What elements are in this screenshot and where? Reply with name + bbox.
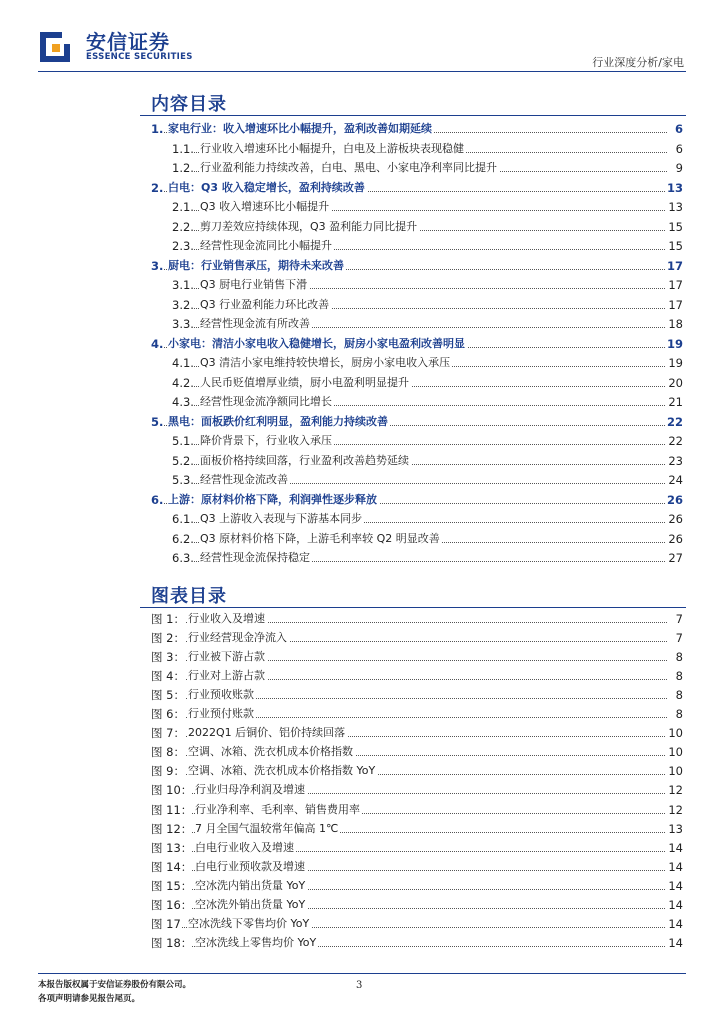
toc-entry[interactable] xyxy=(0,159,724,177)
figure-entry-title: 行业预付账款 xyxy=(188,705,256,723)
figures-title: 图表目录 xyxy=(151,586,227,607)
figure-entry-page: 14 xyxy=(668,916,683,931)
toc-entry-number: 2.3. xyxy=(172,239,194,253)
toc-entry-number: 4.1. xyxy=(172,356,194,370)
figure-entry-title: 空冰洗线上零售均价 YoY xyxy=(195,934,318,952)
toc-entry-title: 人民币贬值增厚业绩，厨小电盈利明显提升 xyxy=(200,374,411,392)
figure-entry-number: 图 5： xyxy=(151,688,185,703)
toc-entry-title: 经营性现金流同比小幅提升 xyxy=(200,237,334,255)
toc-entry-title: 经营性现金流保持稳定 xyxy=(200,549,312,567)
figure-entry-page: 8 xyxy=(675,707,683,722)
figure-entry-page: 14 xyxy=(668,840,683,855)
toc-entry-page: 6 xyxy=(674,122,683,136)
toc-entry-page: 15 xyxy=(668,219,683,234)
figure-entry-page: 7 xyxy=(675,631,683,646)
toc-entry-title: Q3 厨电行业销售下滑 xyxy=(200,276,309,294)
figure-entry-title: 行业对上游占款 xyxy=(188,667,267,685)
toc-entry-page: 6 xyxy=(675,141,683,156)
toc-entry-number: 1.2. xyxy=(172,161,194,175)
toc-entry-page: 21 xyxy=(668,395,683,409)
figure-entry[interactable] xyxy=(0,877,724,895)
figure-entry-title: 行业归母净利润及增速 xyxy=(195,781,307,799)
toc-entry[interactable] xyxy=(0,257,724,275)
toc-entry-title: Q3 上游收入表现与下游基本同步 xyxy=(200,510,364,528)
figure-entry-page: 8 xyxy=(675,688,683,703)
figure-entry[interactable] xyxy=(0,858,724,876)
toc-entry-page: 17 xyxy=(666,258,683,273)
figure-entry-number: 图 4： xyxy=(151,669,185,684)
figure-entry-page: 7 xyxy=(675,612,683,626)
toc-entry-title: 剪刀差效应持续体现，Q3 盈利能力同比提升 xyxy=(200,218,419,236)
toc-entry-title: 小家电：清洁小家电收入稳健增长，厨房小家电盈利改善明显 xyxy=(168,335,467,353)
figure-entry-title: 行业预收账款 xyxy=(188,686,256,704)
figure-entry-title: 空调、冰箱、洗衣机成本价格指数 YoY xyxy=(188,762,377,780)
figure-entry[interactable] xyxy=(0,743,724,761)
figure-entry-number: 图 3： xyxy=(151,650,185,665)
toc-entry-title: 经营性现金流改善 xyxy=(200,471,290,489)
figure-entry[interactable] xyxy=(0,839,724,857)
toc-title-divider xyxy=(140,115,686,116)
figure-entry-number: 图 13： xyxy=(151,840,193,855)
toc-entry-page: 26 xyxy=(666,492,683,507)
document-type: 行业深度分析/家电 xyxy=(592,56,684,69)
toc-entry-title: Q3 行业盈利能力环比改善 xyxy=(200,296,331,314)
figure-entry-number: 图 12： xyxy=(151,821,193,836)
toc-entry[interactable] xyxy=(0,471,724,489)
toc-entry[interactable] xyxy=(0,491,724,509)
figure-entry-number: 图 17 xyxy=(151,916,181,931)
figure-entry[interactable] xyxy=(0,686,724,704)
figure-entry[interactable] xyxy=(0,705,724,723)
toc-entry-number: 1. xyxy=(151,122,164,136)
toc-entry[interactable] xyxy=(0,120,724,138)
toc-entry-number: 2.2. xyxy=(172,219,194,234)
figure-entry-page: 12 xyxy=(668,802,683,817)
figure-entry-page: 14 xyxy=(668,859,683,874)
brand-name-en: ESSENCE SECURITIES xyxy=(86,52,193,62)
figure-entry-title: 行业被下游占款 xyxy=(188,648,267,666)
figure-entry-title: 白电行业预收款及增速 xyxy=(195,858,307,876)
toc-entry-title: Q3 清洁小家电维持较快增长，厨房小家电收入承压 xyxy=(200,354,452,372)
figure-entry[interactable] xyxy=(0,724,724,742)
figure-entry[interactable] xyxy=(0,762,724,780)
figure-entry-number: 图 10： xyxy=(151,783,193,798)
toc-entry-page: 22 xyxy=(668,434,683,448)
footer-disclaimer xyxy=(38,978,191,1006)
figure-entry-title: 空冰洗外销出货量 YoY xyxy=(195,896,307,914)
toc-entry-number: 6.3. xyxy=(172,551,194,565)
toc-entry[interactable] xyxy=(0,354,724,372)
toc-entry[interactable] xyxy=(0,530,724,548)
figure-entry-number: 图 9： xyxy=(151,764,185,779)
figure-entry[interactable] xyxy=(0,915,724,933)
toc-entry-number: 5.2. xyxy=(172,453,194,468)
toc-entry-page: 17 xyxy=(668,278,683,292)
toc-entry-page: 9 xyxy=(675,161,683,175)
toc-entry-page: 24 xyxy=(668,473,683,487)
figure-entry[interactable] xyxy=(0,667,724,685)
toc-entry-number: 5.1. xyxy=(172,434,194,448)
figure-entry[interactable] xyxy=(0,648,724,666)
toc-entry-page: 26 xyxy=(668,531,683,546)
figure-entry-page: 10 xyxy=(668,745,683,760)
toc-entry-page: 13 xyxy=(668,200,683,214)
toc-entry-page: 26 xyxy=(668,512,683,526)
figure-entry-title: 7 月全国气温较常年偏高 1℃ xyxy=(195,820,340,838)
figure-entry-number: 图 7： xyxy=(151,726,185,741)
toc-entry[interactable] xyxy=(0,179,724,197)
toc-entry-title: 面板价格持续回落，行业盈利改善趋势延续 xyxy=(200,452,411,470)
toc-entry[interactable] xyxy=(0,140,724,158)
toc-entry-number: 6. xyxy=(151,492,164,507)
figure-entry-number: 图 1： xyxy=(151,612,185,626)
toc-entry-title: 黑电：面板跌价红利明显，盈利能力持续改善 xyxy=(168,413,390,431)
figure-entry-title: 空冰洗内销出货量 YoY xyxy=(195,877,307,895)
toc-entry-title: Q3 原材料价格下降，上游毛利率较 Q2 明显改善 xyxy=(200,530,442,548)
footer-divider xyxy=(38,973,686,974)
toc-entry-title: 行业收入增速环比小幅提升，白电及上游板块表现稳健 xyxy=(200,140,466,158)
toc-entry[interactable] xyxy=(0,276,724,294)
figure-entry-number: 图 14： xyxy=(151,859,193,874)
figure-entry-page: 14 xyxy=(668,897,683,912)
figure-entry-number: 图 16： xyxy=(151,897,193,912)
toc-entry[interactable] xyxy=(0,237,724,255)
toc-entry-number: 2.1. xyxy=(172,200,194,214)
figure-entry-page: 14 xyxy=(668,878,683,893)
figure-entry-title: 行业收入及增速 xyxy=(188,610,267,628)
figure-entry-page: 10 xyxy=(668,726,683,741)
figure-entry[interactable] xyxy=(0,610,724,628)
figure-entry-number: 图 18： xyxy=(151,935,193,950)
figure-entry-page: 8 xyxy=(675,669,683,684)
figure-entry[interactable] xyxy=(0,781,724,799)
toc-entry-page: 23 xyxy=(668,453,683,468)
toc-entry-title: 上游：原材料价格下降，利润弹性逐步释放 xyxy=(168,491,379,509)
toc-entry-number: 4.3. xyxy=(172,395,194,409)
figure-entry-title: 白电行业收入及增速 xyxy=(195,839,296,857)
toc-entry-page: 27 xyxy=(668,551,683,565)
copyright-line: 本报告版权属于安信证券股份有限公司。 xyxy=(38,980,192,990)
toc-title: 内容目录 xyxy=(151,94,227,115)
header-divider xyxy=(38,71,686,72)
toc-entry[interactable] xyxy=(0,393,724,411)
toc-entry-title: 家电行业：收入增速环比小幅提升，盈利改善如期延续 xyxy=(168,120,434,138)
page-header xyxy=(0,0,724,75)
toc-entry-title: 厨电：行业销售承压，期待未来改善 xyxy=(168,257,346,275)
toc-entry-title: 行业盈利能力持续改善，白电、黑电、小家电净利率同比提升 xyxy=(200,159,499,177)
toc-entry-number: 6.2. xyxy=(172,531,194,546)
figure-entry-title: 行业净利率、毛利率、销售费用率 xyxy=(195,801,362,819)
toc-entry-number: 5. xyxy=(151,414,164,429)
toc-entry[interactable] xyxy=(0,315,724,333)
toc-entry-number: 4. xyxy=(151,336,164,351)
figure-entry-title: 行业经营现金净流入 xyxy=(188,629,289,647)
figure-entry-number: 图 15： xyxy=(151,878,193,893)
toc-entry-title: 经营性现金流有所改善 xyxy=(200,315,312,333)
toc-entry-title: 白电：Q3 收入稳定增长，盈利持续改善 xyxy=(168,179,367,197)
toc-entry[interactable] xyxy=(0,413,724,431)
toc-entry[interactable] xyxy=(0,374,724,392)
figure-entry-page: 12 xyxy=(668,783,683,798)
toc-entry-title: 降价背景下，行业收入承压 xyxy=(200,432,334,450)
toc-entry-page: 15 xyxy=(668,239,683,253)
toc-entry-number: 3.3. xyxy=(172,317,194,331)
toc-entry-number: 6.1. xyxy=(172,512,194,526)
toc-entry-page: 19 xyxy=(666,336,683,351)
toc-entry[interactable] xyxy=(0,296,724,314)
figure-entry-page: 10 xyxy=(668,764,683,779)
figure-entry[interactable] xyxy=(0,801,724,819)
toc-entry-page: 18 xyxy=(668,317,683,331)
toc-entry-title: 经营性现金流净额同比增长 xyxy=(200,393,334,411)
figure-entry[interactable] xyxy=(0,629,724,647)
toc-entry-number: 2. xyxy=(151,180,164,195)
toc-entry-page: 19 xyxy=(668,356,683,370)
figure-entry-title: 空调、冰箱、洗衣机成本价格指数 xyxy=(188,743,355,761)
figure-entry[interactable] xyxy=(0,896,724,914)
toc-entry-title: Q3 收入增速环比小幅提升 xyxy=(200,198,331,216)
figure-entry-title: 2022Q1 后铜价、铝价持续回落 xyxy=(188,724,347,742)
essence-logo-icon xyxy=(38,30,72,64)
figure-entry-number: 图 11： xyxy=(151,802,193,817)
figure-entry[interactable] xyxy=(0,934,724,952)
toc-entry[interactable] xyxy=(0,452,724,470)
disclaimer-line: 各项声明请参见报告尾页。 xyxy=(38,994,141,1004)
toc-entry-number: 3.2. xyxy=(172,297,194,312)
figure-entry-number: 图 6： xyxy=(151,707,185,722)
toc-entry[interactable] xyxy=(0,335,724,353)
toc-entry[interactable] xyxy=(0,218,724,236)
toc-entry[interactable] xyxy=(0,432,724,450)
toc-entry-page: 20 xyxy=(668,375,683,390)
toc-entry-number: 3.1. xyxy=(172,278,194,292)
figures-title-divider xyxy=(140,607,686,608)
toc-entry[interactable] xyxy=(0,198,724,216)
toc-entry-number: 3. xyxy=(151,258,164,273)
figure-entry-page: 13 xyxy=(668,821,683,836)
toc-entry-page: 13 xyxy=(666,180,683,195)
figure-entry-number: 图 2： xyxy=(151,631,185,646)
figure-entry-page: 8 xyxy=(675,650,683,665)
figure-entry-title: 空冰洗线下零售均价 YoY xyxy=(188,915,311,933)
toc-entry-page: 22 xyxy=(666,414,683,429)
page-number: 3 xyxy=(356,980,363,991)
brand-name-cn: 安信证券 xyxy=(86,30,170,54)
toc-entry[interactable] xyxy=(0,510,724,528)
figure-entry-page: 14 xyxy=(668,935,683,950)
toc-entry-number: 1.1. xyxy=(172,141,194,156)
figure-entry-number: 图 8： xyxy=(151,745,185,760)
toc-entry[interactable] xyxy=(0,549,724,567)
figure-entry[interactable] xyxy=(0,820,724,838)
toc-entry-number: 5.3. xyxy=(172,473,194,487)
toc-entry-page: 17 xyxy=(668,297,683,312)
toc-entry-number: 4.2. xyxy=(172,375,194,390)
